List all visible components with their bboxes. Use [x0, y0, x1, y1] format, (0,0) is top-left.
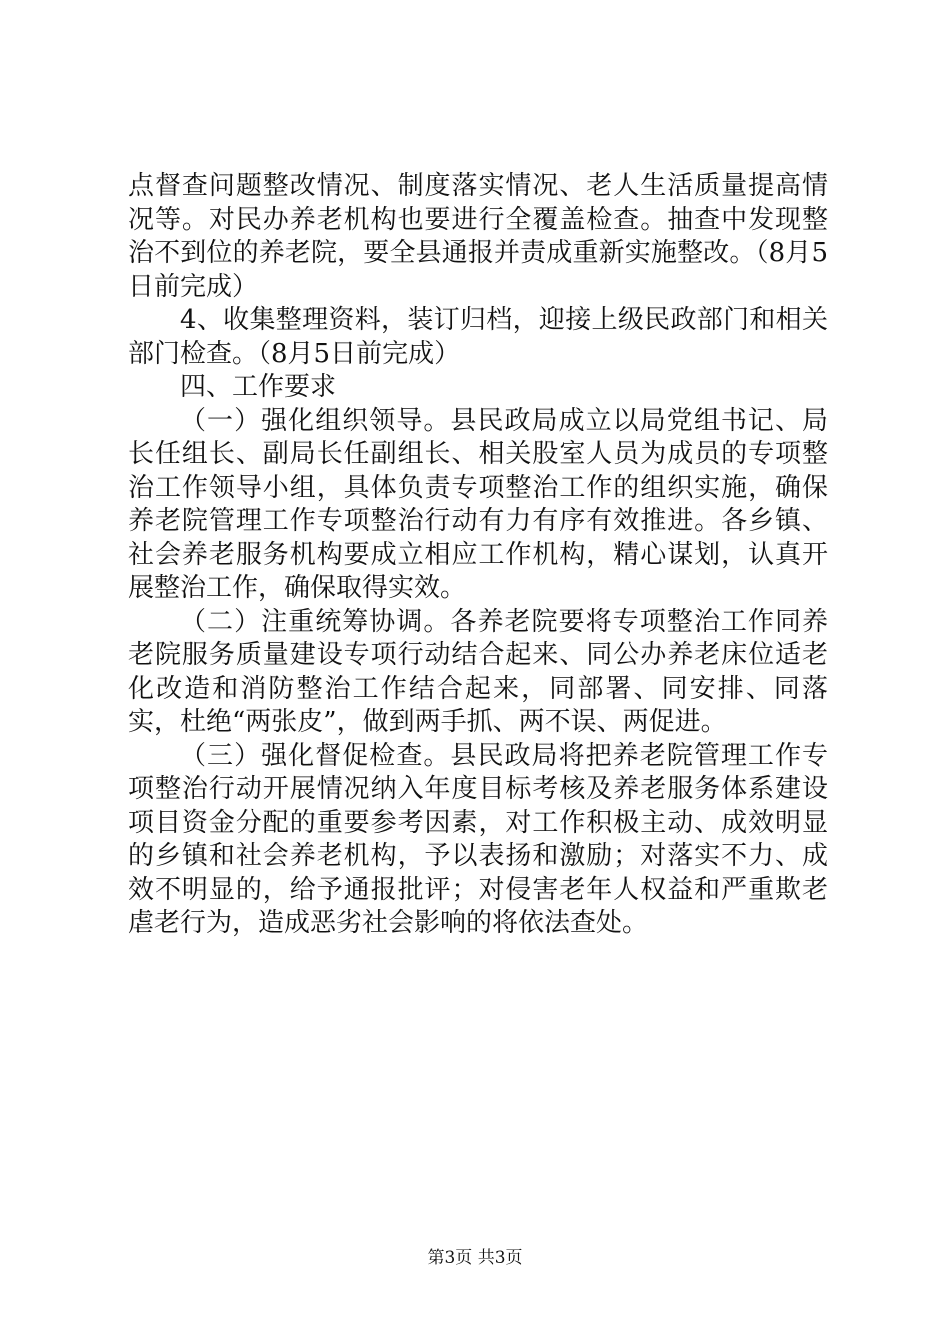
section-heading-requirements: 四、工作要求 — [180, 372, 337, 402]
paragraph-requirement-1: （一）强化组织领导。县民政局成立以局党组书记、局长任组长、副局长任副组长、相关股室人员为成员的专项整治工作领导小组，具体负责专项整治工作的组织实施，确保养老院管理工作专项整治行动有力有序有效推进。各乡镇、社会养老服务机构要成立相应工作机构，精心谋划，认真开展整治工作，确保取得实效。 — [128, 405, 828, 603]
paragraph-item-4: 4、收集整理资料，装订归档，迎接上级民政部门和相关部门检查。（8月5日前完成） — [128, 305, 828, 369]
paragraph-requirement-3: （三）强化督促检查。县民政局将把养老院管理工作专项整治行动开展情况纳入年度目标考核及养老服务体系建设项目资金分配的重要参考因素，对工作积极主动、成效明显的乡镇和社会养老机构，予以表扬和激励；对落实不力、成效不明显的，给予通报批评；对侵害老年人权益和严重欺老虐老行为，造成恶劣社会影响的将依法查处。 — [128, 740, 828, 938]
page-number-footer: 第3页 共3页 — [427, 1248, 523, 1268]
paragraph-requirement-2: （二）注重统筹协调。各养老院要将专项整治工作同养老院服务质量建设专项行动结合起来、同公办养老床位适老化改造和消防整治工作结合起来，同部署、同安排、同落实，杜绝“两张皮”，做到两手抓、两不误、两促进。 — [128, 606, 828, 737]
document-body — [128, 170, 828, 941]
paragraph-continuation: 点督查问题整改情况、制度落实情况、老人生活质量提高情况等。对民办养老机构也要进行全覆盖检查。抽查中发现整治不到位的养老院，要全县通报并责成重新实施整改。（8月5日前完成） — [128, 171, 828, 302]
